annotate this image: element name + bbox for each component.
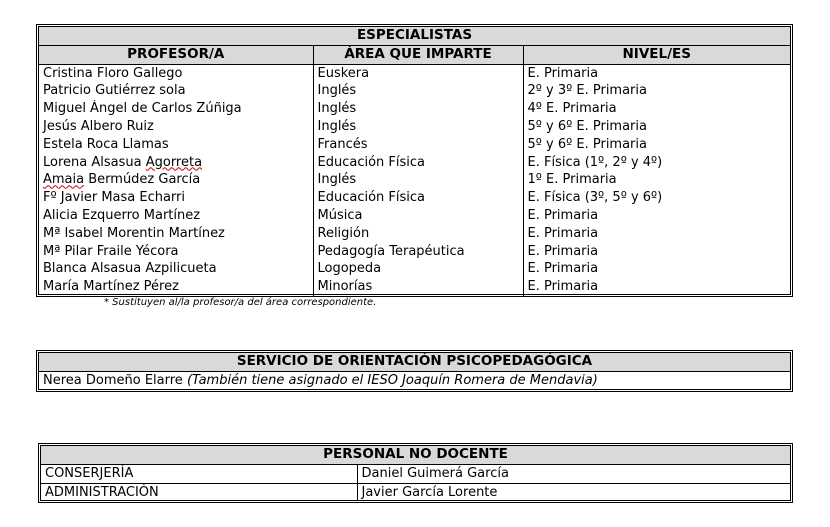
orientacion-table <box>36 350 793 392</box>
area-cell: Logopeda <box>313 260 523 278</box>
table-row <box>39 82 790 100</box>
area-cell: Euskera <box>313 64 523 82</box>
table-row <box>39 243 790 261</box>
area-cell: Pedagogía Terapéutica <box>313 243 523 261</box>
profesor-cell: Cristina Floro Gallego <box>43 65 183 81</box>
nivel-cell: E. Primaria <box>523 64 790 82</box>
no-docente-role: CONSERJERÍA <box>41 464 357 483</box>
table-row <box>39 118 790 136</box>
area-cell: Francés <box>313 136 523 154</box>
header-nivel: NIVEL/ES <box>523 45 790 64</box>
no-docente-table <box>38 443 793 503</box>
table-row <box>39 260 790 278</box>
header-area: ÁREA QUE IMPARTE <box>313 45 523 64</box>
nivel-cell: E. Primaria <box>523 225 790 243</box>
nivel-cell: 5º y 6º E. Primaria <box>523 136 790 154</box>
area-cell: Educación Física <box>313 154 523 172</box>
table-row <box>39 136 790 154</box>
profesor-cell: Lorena Alsasua Agorreta <box>43 154 203 170</box>
header-profesor: PROFESOR/A <box>39 45 313 64</box>
especialistas-table <box>36 24 793 297</box>
no-docente-role: ADMINISTRACIÓN <box>45 484 159 500</box>
table-row <box>39 100 790 118</box>
area-cell: Inglés <box>313 171 523 189</box>
profesor-cell: Patricio Gutiérrez sola <box>43 83 186 99</box>
nivel-cell: E. Primaria <box>523 278 790 296</box>
profesor-cell: Amaia Bermúdez García <box>43 172 201 188</box>
nivel-cell: 1º E. Primaria <box>523 171 790 189</box>
area-cell: Minorías <box>313 278 523 296</box>
area-cell: Religión <box>313 225 523 243</box>
table-row <box>39 225 790 243</box>
area-cell: Música <box>313 207 523 225</box>
orientacion-name: Nerea Domeño Elarre <box>43 372 183 388</box>
area-cell: Educación Física <box>313 189 523 207</box>
profesor-cell: Mª Pilar Fraile Yécora <box>43 243 179 259</box>
nivel-cell: 5º y 6º E. Primaria <box>523 118 790 136</box>
nivel-cell: 2º y 3º E. Primaria <box>523 82 790 100</box>
nivel-cell: E. Primaria <box>523 260 790 278</box>
profesor-cell: Estela Roca Llamas <box>43 136 169 152</box>
especialistas-title: ESPECIALISTAS <box>39 27 790 45</box>
area-cell: Inglés <box>313 118 523 136</box>
orientacion-title: SERVICIO DE ORIENTACIÓN PSICOPEDAGÓGICA <box>39 353 790 371</box>
table-row <box>39 64 790 82</box>
table-row <box>39 189 790 207</box>
profesor-cell: Mª Isabel Morentin Martínez <box>43 225 225 241</box>
table-row <box>39 154 790 172</box>
table-row <box>39 207 790 225</box>
no-docente-person: Javier García Lorente <box>357 483 790 501</box>
nivel-cell: E. Primaria <box>523 243 790 261</box>
especialistas-note: * Sustituyen al/la profesor/a del área correspondiente. <box>104 297 377 308</box>
nivel-cell: 4º E. Primaria <box>523 100 790 118</box>
table-row <box>39 278 790 296</box>
profesor-cell: Blanca Alsasua Azpilicueta <box>43 261 217 277</box>
area-cell: Inglés <box>313 100 523 118</box>
profesor-cell: Miguel Ángel de Carlos Zúñiga <box>43 101 242 117</box>
no-docente-title: PERSONAL NO DOCENTE <box>41 446 790 464</box>
nivel-cell: E. Física (3º, 5º y 6º) <box>523 189 790 207</box>
profesor-cell: Alicia Ezquerro Martínez <box>43 207 201 223</box>
profesor-cell: María Martínez Pérez <box>43 279 179 295</box>
orientacion-row <box>39 371 790 389</box>
profesor-cell: Fº Javier Masa Echarri <box>43 190 186 206</box>
orientacion-detail: (También tiene asignado el IESO Joaquín Romera de Mendavia) <box>186 372 598 388</box>
no-docente-person: Daniel Guimerá García <box>357 464 790 483</box>
table-row <box>39 171 790 189</box>
area-cell: Inglés <box>313 82 523 100</box>
nivel-cell: E. Primaria <box>523 207 790 225</box>
nivel-cell: E. Física (1º, 2º y 4º) <box>523 154 790 172</box>
profesor-cell: Jesús Albero Ruiz <box>43 118 154 134</box>
